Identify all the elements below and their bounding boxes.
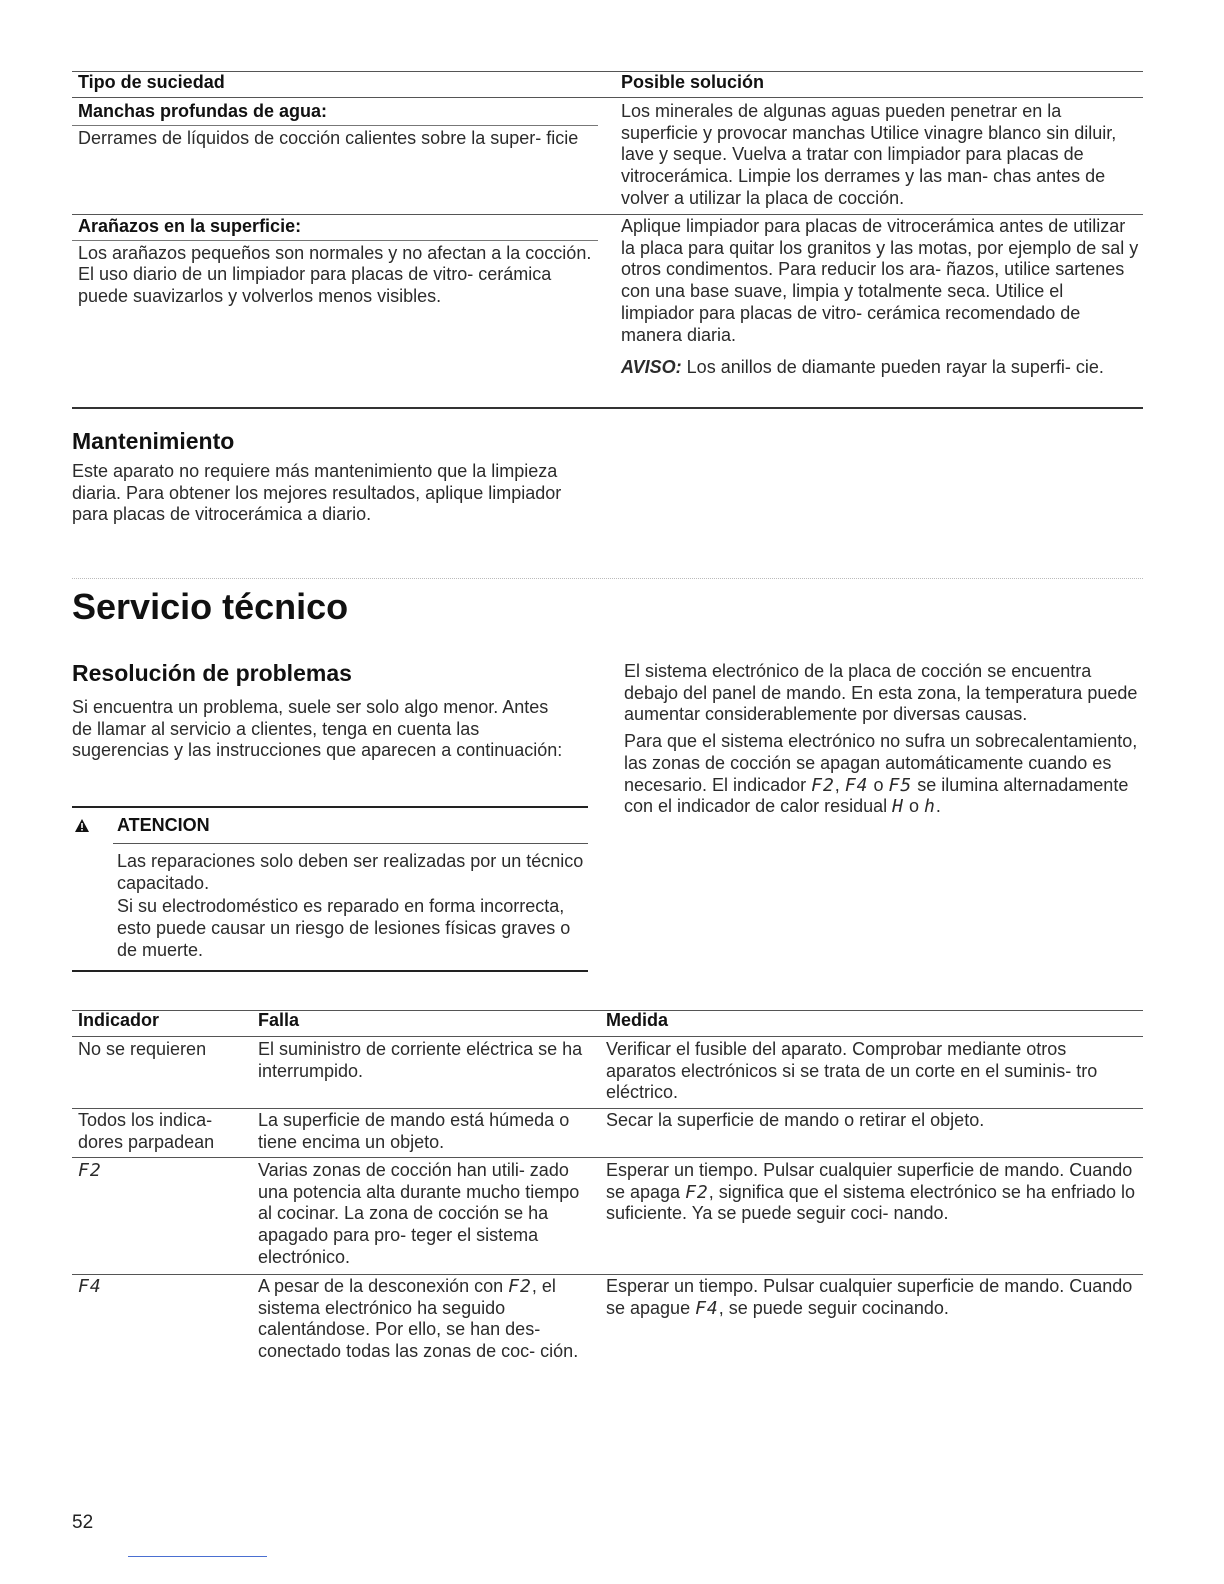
warning-title-rule [113,843,588,844]
troubleshooting-title: Resolución de problemas [72,660,352,686]
fault-description: El suministro de corriente eléctrica se ha interrumpido. [258,1039,583,1081]
fault-description: La superficie de mando está húmeda o tiene encima un objeto. [258,1110,570,1152]
dirt-type-desc: Derrames de líquidos de cocción calientes sobre la super- ficie [78,127,579,148]
indicator-code: F2 [685,1181,709,1203]
table-header-type: Tipo de suciedad [78,72,225,92]
electronics-info [624,661,1139,818]
fault-measure: Secar la superficie de mando o retirar el objeto. [606,1110,985,1130]
warning-paragraph: Si su electrodoméstico es reparado en forma incorrecta, esto puede causar un riesgo de lesiones físicas graves o de muerte. [117,896,571,960]
page-number: 52 [72,1512,94,1533]
electronics-paragraph: El sistema electrónico de la placa de cocción se encuentra debajo del panel de mando. En esta zona, la temperatura puede aumentar considerablemente por diversas causas. [624,661,1138,725]
table-header-indicator: Indicador [78,1010,160,1030]
dirt-type-desc: Los arañazos pequeños son normales y no afectan a la cocción. El uso diario de un limpiador para placas de vitro- cerámica puede suavizarlos y volverlos menos visibles. [78,242,592,307]
indicator-code: F5 [888,774,913,796]
fault-indicator: No se requieren [78,1039,207,1059]
service-title: Servicio técnico [72,586,349,627]
row-rule [72,214,1143,215]
notice-text: Los anillos de diamante pueden rayar la superfi- cie. [681,357,1104,378]
fault-measure: Esperar un tiempo. Pulsar cualquier superficie de mando. Cuando se apaga F2, significa que el sistema electrónico se ha enfriado lo suficiente. Ya se puede seguir coci- nando. [606,1160,1135,1224]
fault-indicator: F2 [78,1160,102,1181]
dirt-type-title: Arañazos en la superficie: [78,216,302,236]
fault-description: A pesar de la desconexión con F2, el sistema electrónico ha seguido calentándose. Por ello, se han des- conectado todas las zonas de coc- ción. [258,1276,579,1362]
dirt-type-title: Manchas profundas de agua: [78,101,328,121]
indicator-code: F2 [508,1276,532,1297]
warning-top-rule [72,806,588,808]
table-header-measure: Medida [606,1010,669,1030]
solution-text [621,216,1139,379]
fault-measure: Verificar el fusible del aparato. Comprobar mediante otros aparatos electrónicos si se trata de un corte en el suminis- tro eléctrico. [606,1039,1098,1103]
indicator-code: H [892,796,904,818]
solution-paragraph: Aplique limpiador para placas de vitrocerámica antes de utilizar la placa para quitar los granitos y las motas, por ejemplo de sal y otros condimentos. Para reducir los ara- ñazos, utilice sartenes con una base suave, limpia y totalmente seca. Utilice el limpiador para placas de vitro- cerámica recomendado de manera diaria. [621,216,1139,345]
table-header-rule [72,1036,1143,1037]
section-separator [72,578,1143,579]
fault-indicator: Todos los indica- dores parpadean [78,1110,215,1152]
table-header-solution: Posible solución [621,72,765,92]
warning-triangle-icon [74,818,90,833]
warning-bottom-rule [72,970,588,972]
divider [72,240,598,241]
indicator-code: F4 [844,774,869,796]
indicator-code: F4 [695,1297,719,1319]
table-bottom-rule [72,407,1143,409]
indicator-code: F2 [811,774,835,796]
notice-label: AVISO: [621,357,682,378]
table-header-fault: Falla [258,1010,300,1030]
fault-measure: Esperar un tiempo. Pulsar cualquier superficie de mando. Cuando se apague F4, se puede seguir cocinando. [606,1276,1133,1319]
solution-text: Los minerales de algunas aguas pueden penetrar en la superficie y provocar manchas Utilice vinagre blanco sin diluir, lave y seque. Vuelva a tratar con limpiador para placas de vitrocerámica. Limpie los derrames y las man- chas antes de volver a utilizar la placa de cocción. [621,101,1117,208]
warning-body [117,851,587,962]
indicator-code: h [924,796,936,818]
row-rule [72,1157,1143,1158]
maintenance-title: Mantenimiento [72,428,235,454]
fault-description: Varias zonas de cocción han utili- zado una potencia alta durante mucho tiempo al cocinar. La zona de cocción se ha apagado para pro- teger el sistema electrónico. [258,1160,580,1267]
troubleshooting-intro: Si encuentra un problema, suele ser solo algo menor. Antes de llamar al servicio a clientes, tenga en cuenta las sugerencias y las instrucciones que aparecen a continuación: [72,697,563,761]
row-rule [72,1274,1143,1275]
footer-link-rule [128,1556,267,1557]
warning-paragraph: Las reparaciones solo deben ser realizadas por un técnico capacitado. [117,851,584,893]
fault-indicator: F4 [78,1276,102,1297]
warning-title: ATENCION [117,815,210,835]
electronics-paragraph: Para que el sistema electrónico no sufra un sobrecalentamiento, las zonas de cocción se apagan automáticamente cuando es necesario. El indicador F2, F4 o F5 se ilumina alternadamente con el indicador de calor residual H o h. [624,731,1138,818]
notice [621,357,1139,379]
table-top-rule [72,71,1143,72]
table-header-rule [72,97,1143,98]
divider [72,125,598,126]
maintenance-text: Este aparato no requiere más mantenimiento que la limpieza diaria. Para obtener los mejores resultados, aplique limpiador para placas de vitrocerámica a diario. [72,461,562,525]
table-row [78,216,598,308]
row-rule [72,1108,1143,1109]
